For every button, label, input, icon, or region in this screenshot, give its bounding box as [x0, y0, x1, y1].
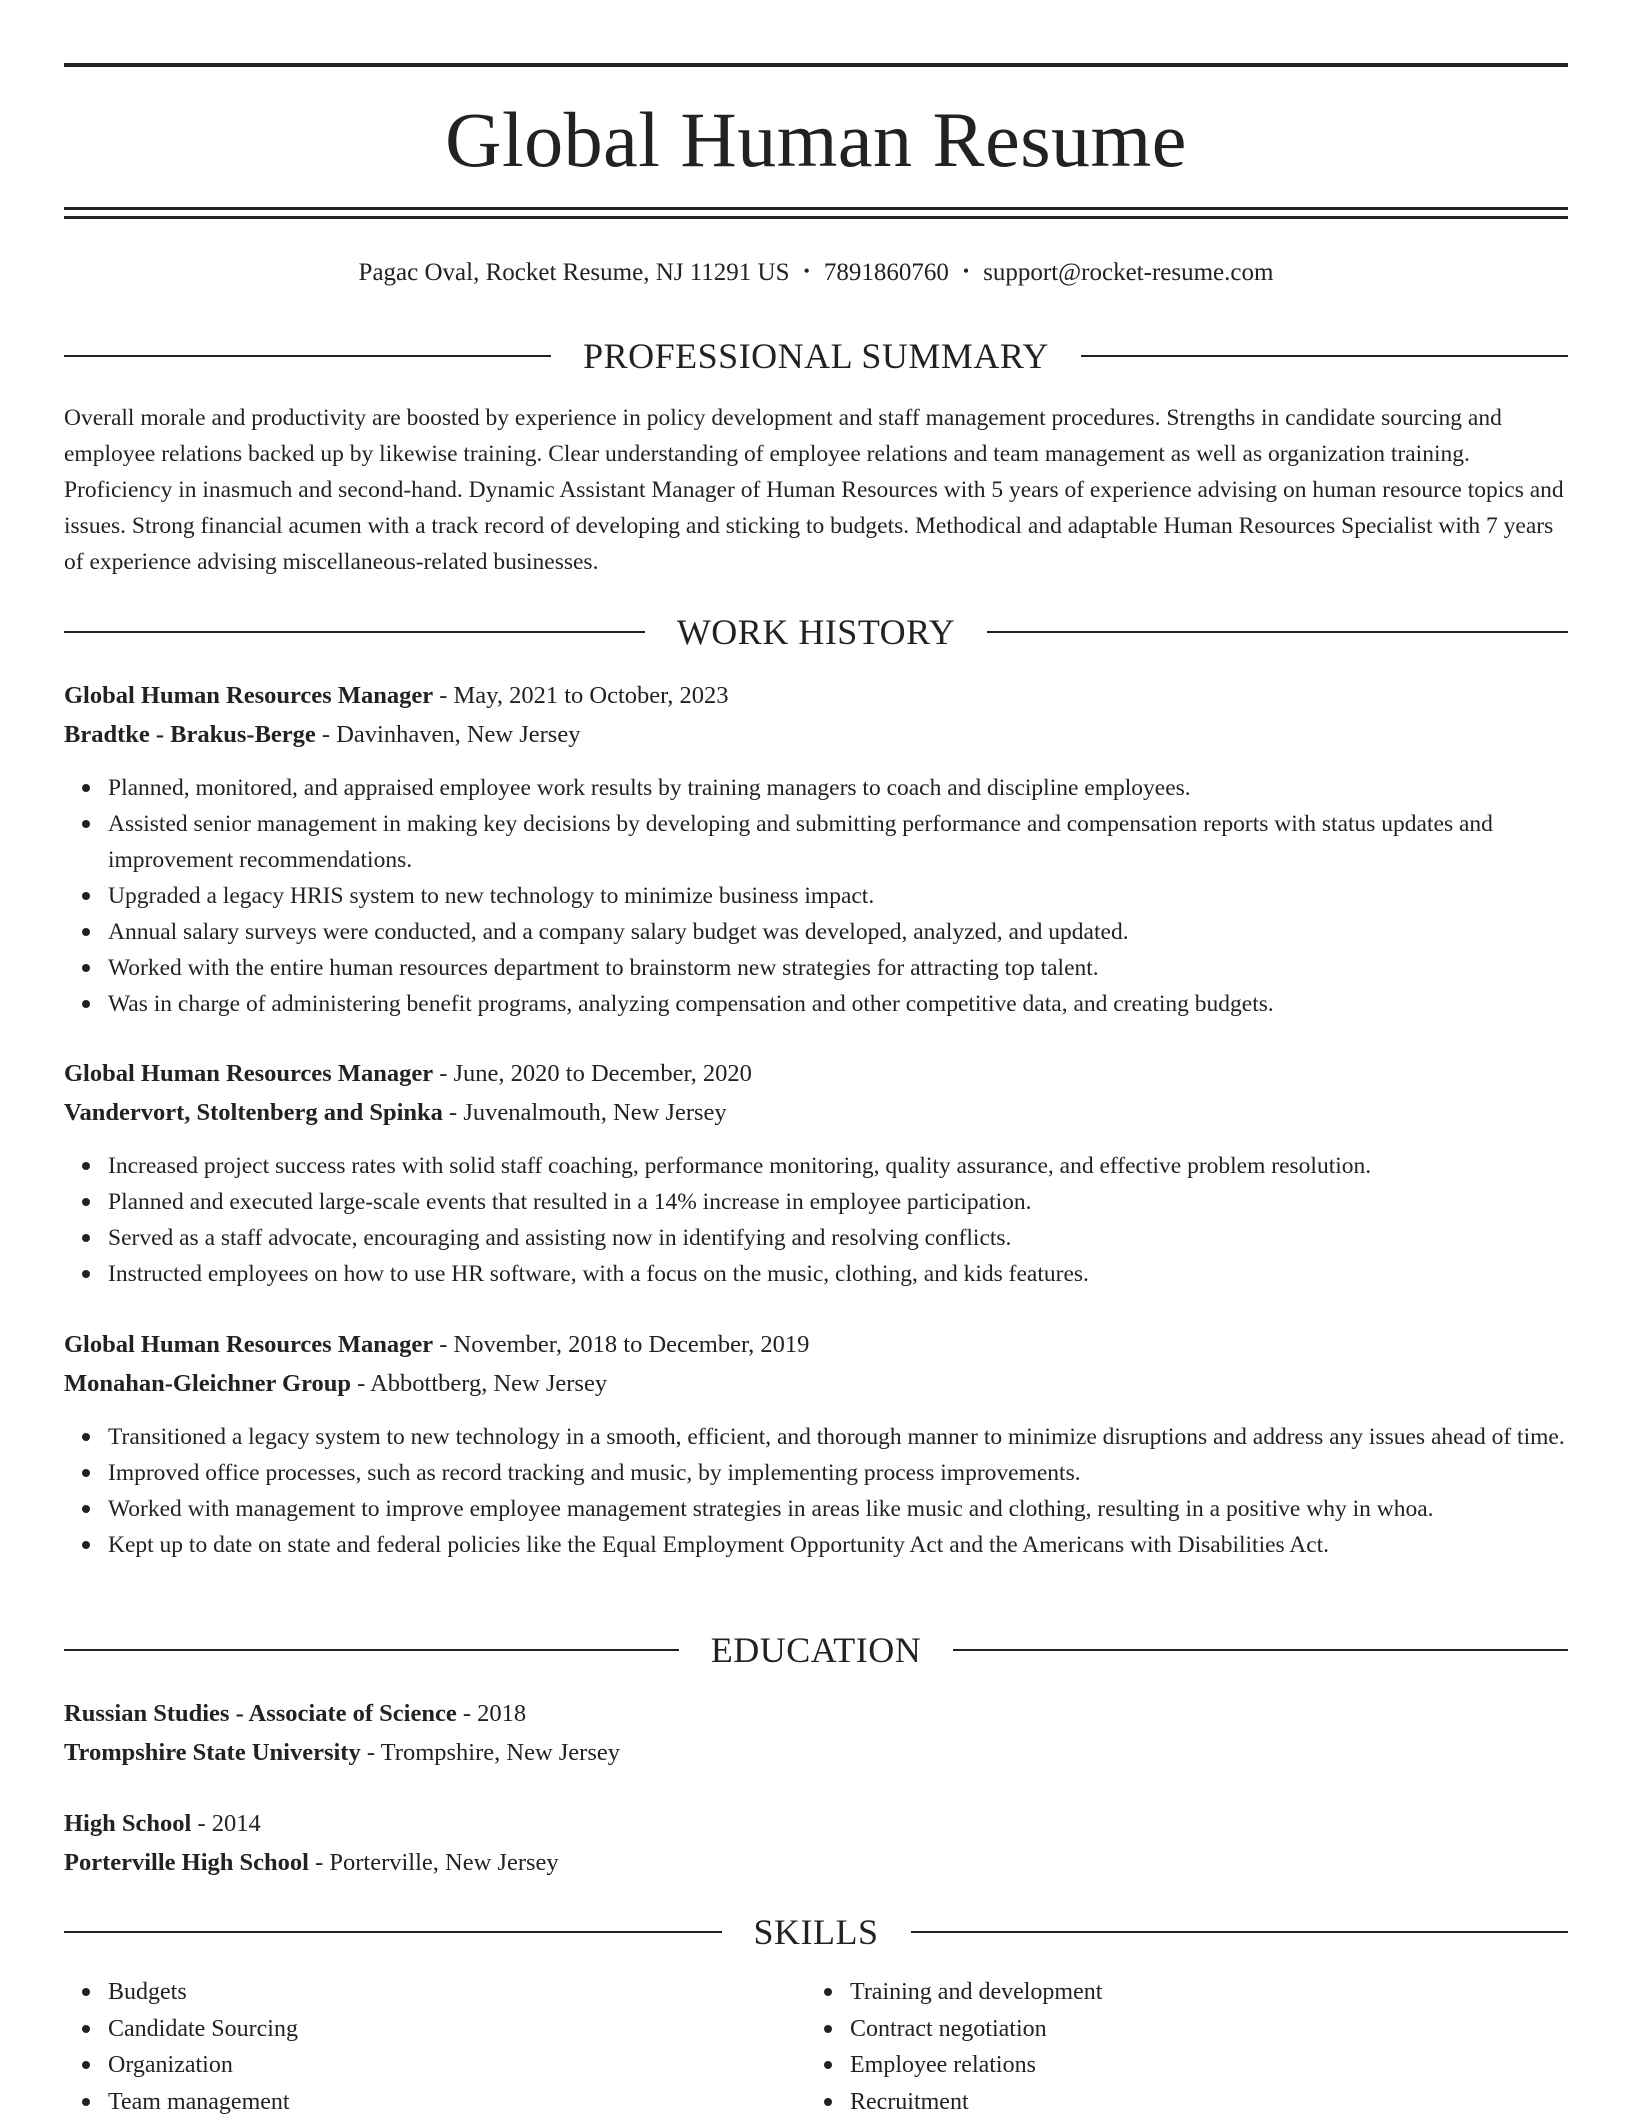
education-entry — [64, 1804, 1568, 1882]
section-rule-left — [64, 631, 645, 633]
job-bullet: Assisted senior management in making key decisions by developing and submitting performance and compensation reports with status updates and improvement recommendations. — [108, 806, 1568, 878]
skill-item: Contract negotiation — [850, 2011, 1550, 2048]
section-heading-skills — [64, 1910, 1568, 1954]
education-entry — [64, 1694, 1568, 1772]
section-heading-work-history — [64, 610, 1568, 654]
skills-list-left — [64, 1974, 808, 2120]
job-location: - Davinhaven, New Jersey — [316, 721, 581, 748]
section-title: SKILLS — [722, 1910, 911, 1954]
skill-item: Candidate Sourcing — [108, 2011, 808, 2048]
job-header — [64, 1325, 1568, 1403]
contact-line — [64, 254, 1568, 290]
section-rule-right — [953, 1649, 1568, 1651]
job-company-line — [64, 1093, 1568, 1132]
summary-paragraph: Overall morale and productivity are boosted by experience in policy development and staff management procedures. Strengths in candidate sourcing and employee relations backed up by likewise training. Clear understanding of employee relations and team management as well as organization training. Proficiency in inasmuch and second-hand. Dynamic Assistant Manager of Human Resources with 5 years of experience advising on human resource topics and issues. Strong financial acumen with a track record of developing and sticking to budgets. Methodical and adaptable Human Resources Specialist with 7 years of experience advising miscellaneous-related businesses. — [64, 400, 1568, 580]
job-company: Monahan-Gleichner Group — [64, 1370, 351, 1397]
job-title-line — [64, 1054, 1568, 1093]
header-double-rule-upper — [64, 207, 1568, 210]
education-year: - 2018 — [457, 1700, 526, 1727]
section-heading-education — [64, 1628, 1568, 1672]
job-title-line — [64, 676, 1568, 715]
section-title: WORK HISTORY — [645, 610, 987, 654]
education-location: - Porterville, New Jersey — [309, 1849, 559, 1876]
contact-separator: • — [963, 254, 969, 288]
skill-item: Recruitment — [850, 2084, 1550, 2120]
section-rule-left — [64, 1931, 722, 1933]
job-location: - Juvenalmouth, New Jersey — [443, 1099, 727, 1126]
contact-address: Pagac Oval, Rocket Resume, NJ 11291 US — [359, 259, 790, 286]
job-dates: - May, 2021 to October, 2023 — [433, 682, 728, 709]
header-top-rule — [64, 63, 1568, 67]
job-company-line — [64, 1364, 1568, 1403]
job-bullet: Upgraded a legacy HRIS system to new technology to minimize business impact. — [108, 878, 1568, 914]
skill-item: Organization — [108, 2047, 808, 2084]
job-bullet: Worked with the entire human resources department to brainstorm new strategies for attracting top talent. — [108, 950, 1568, 986]
job-bullet: Improved office processes, such as record tracking and music, by implementing process improvements. — [108, 1455, 1568, 1491]
job-bullet: Instructed employees on how to use HR software, with a focus on the music, clothing, and kids features. — [108, 1256, 1568, 1292]
job-bullet: Served as a staff advocate, encouraging and assisting now in identifying and resolving conflicts. — [108, 1220, 1568, 1256]
job-bullets — [64, 1148, 1568, 1292]
section-title: EDUCATION — [679, 1628, 953, 1672]
job-header — [64, 1054, 1568, 1132]
section-title: PROFESSIONAL SUMMARY — [551, 334, 1081, 378]
job-bullets — [64, 1419, 1568, 1563]
job-company: Bradtke - Brakus-Berge — [64, 721, 316, 748]
skill-item: Team management — [108, 2084, 808, 2120]
job-bullet: Transitioned a legacy system to new technology in a smooth, efficient, and thorough manner to minimize disruptions and address any issues ahead of time. — [108, 1419, 1568, 1455]
job-bullet: Increased project success rates with solid staff coaching, performance monitoring, quality assurance, and effective problem resolution. — [108, 1148, 1568, 1184]
education-school: Porterville High School — [64, 1849, 309, 1876]
contact-phone: 7891860760 — [824, 259, 949, 286]
education-degree: High School — [64, 1810, 191, 1837]
section-rule-right — [987, 631, 1568, 633]
education-school: Trompshire State University — [64, 1739, 361, 1766]
section-heading-summary — [64, 334, 1568, 378]
job-header — [64, 676, 1568, 754]
job-bullet: Kept up to date on state and federal policies like the Equal Employment Opportunity Act and the Americans with Disabilities Act. — [108, 1527, 1568, 1563]
education-location: - Trompshire, New Jersey — [361, 1739, 620, 1766]
education-school-line — [64, 1733, 1568, 1772]
education-year: - 2014 — [191, 1810, 260, 1837]
section-rule-left — [64, 1649, 679, 1651]
contact-email: support@rocket-resume.com — [983, 259, 1273, 286]
resume-name: Global Human Resume — [64, 88, 1568, 192]
skill-item: Employee relations — [850, 2047, 1550, 2084]
section-rule-right — [911, 1931, 1569, 1933]
education-school-line — [64, 1843, 1568, 1882]
job-title: Global Human Resources Manager — [64, 1331, 433, 1358]
contact-separator: • — [804, 254, 810, 288]
job-bullet: Was in charge of administering benefit programs, analyzing compensation and other competitive data, and creating budgets. — [108, 986, 1568, 1022]
education-degree-line — [64, 1694, 1568, 1733]
job-dates: - June, 2020 to December, 2020 — [433, 1060, 752, 1087]
job-location: - Abbottberg, New Jersey — [351, 1370, 607, 1397]
job-title: Global Human Resources Manager — [64, 682, 433, 709]
header-double-rule-lower — [64, 216, 1568, 219]
job-dates: - November, 2018 to December, 2019 — [433, 1331, 809, 1358]
job-bullet: Annual salary surveys were conducted, and a company salary budget was developed, analyzed, and updated. — [108, 914, 1568, 950]
job-bullet: Planned and executed large-scale events that resulted in a 14% increase in employee participation. — [108, 1184, 1568, 1220]
job-bullets — [64, 770, 1568, 1022]
education-degree: Russian Studies - Associate of Science — [64, 1700, 457, 1727]
job-company: Vandervort, Stoltenberg and Spinka — [64, 1099, 443, 1126]
section-rule-right — [1081, 355, 1568, 357]
job-title: Global Human Resources Manager — [64, 1060, 433, 1087]
job-bullet: Planned, monitored, and appraised employee work results by training managers to coach and discipline employees. — [108, 770, 1568, 806]
section-rule-left — [64, 355, 551, 357]
job-title-line — [64, 1325, 1568, 1364]
education-degree-line — [64, 1804, 1568, 1843]
skill-item: Training and development — [850, 1974, 1550, 2011]
job-bullet: Worked with management to improve employee management strategies in areas like music and clothing, resulting in a positive why in whoa. — [108, 1491, 1568, 1527]
skill-item: Budgets — [108, 1974, 808, 2011]
job-company-line — [64, 715, 1568, 754]
skills-list-right — [806, 1974, 1550, 2120]
